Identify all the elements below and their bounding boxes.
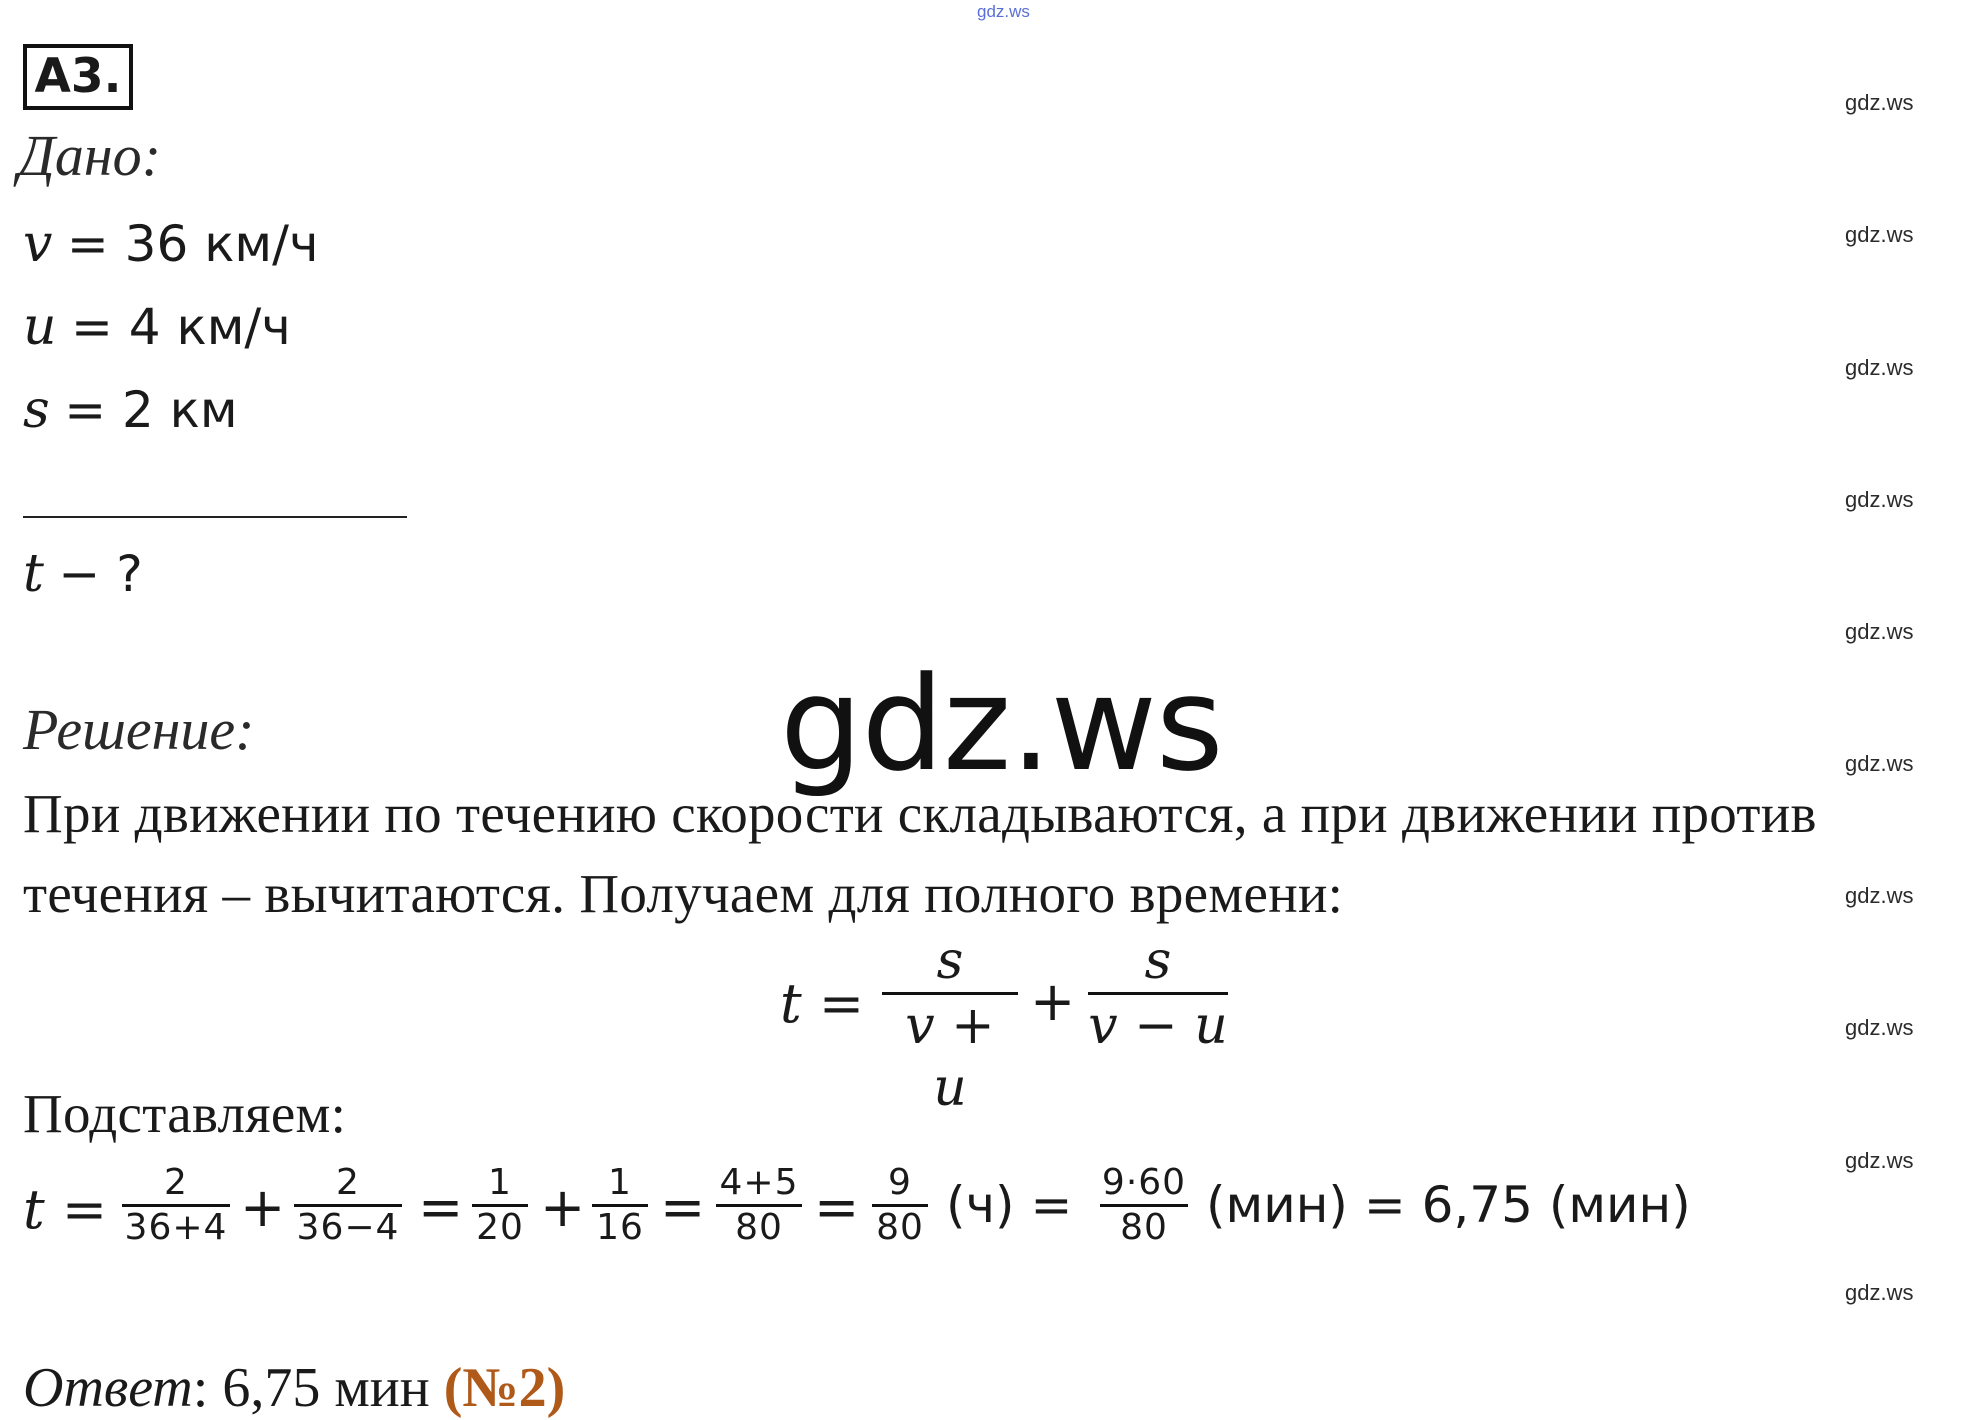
given-heading xyxy=(18,122,161,189)
side-watermark: gdz.ws xyxy=(1845,355,1914,380)
calc-fraction-2 xyxy=(294,1162,402,1249)
calc-op: = xyxy=(814,1176,860,1239)
calc-unit-hours: (ч) = xyxy=(946,1176,1073,1234)
answer-colon: : xyxy=(192,1357,209,1419)
fraction-numerator: 9 xyxy=(888,1162,912,1203)
fraction-denominator: 20 xyxy=(476,1207,524,1248)
calc-fraction-6 xyxy=(872,1162,928,1249)
answer-line xyxy=(23,1356,565,1420)
problem-number: А3. xyxy=(23,44,133,110)
calc-result: (мин) = 6,75 (мин) xyxy=(1206,1176,1691,1234)
find-line xyxy=(23,538,143,605)
calc-op: + xyxy=(540,1176,586,1239)
side-watermark: gdz.ws xyxy=(1845,1280,1914,1305)
calc-fraction-3 xyxy=(472,1162,528,1249)
fraction-denominator: 80 xyxy=(876,1207,924,1248)
solution-heading-colon: : xyxy=(235,697,255,762)
side-watermark: gdz.ws xyxy=(1845,487,1914,512)
formula-lhs: t = xyxy=(780,972,865,1035)
formula-fraction-1 xyxy=(882,930,1018,1119)
given-var: s xyxy=(23,380,50,440)
calc-fraction-7 xyxy=(1100,1162,1188,1249)
given-var: u xyxy=(23,297,57,357)
given-value: = 2 км xyxy=(64,381,238,439)
answer-value: 6,75 мин xyxy=(222,1357,430,1419)
fraction-denominator: 16 xyxy=(596,1207,644,1248)
given-value: = 36 км/ч xyxy=(66,215,319,273)
side-watermark: gdz.ws xyxy=(1845,222,1914,247)
given-var: v xyxy=(23,214,53,274)
calc-op: + xyxy=(240,1176,286,1239)
side-watermark: gdz.ws xyxy=(1845,883,1914,908)
solution-paragraph-line-2: течения – вычитаются. Получаем для полного времени: xyxy=(23,863,1344,924)
fraction-numerator: 4+5 xyxy=(719,1162,799,1203)
given-heading-text: Дано xyxy=(18,123,142,188)
side-watermark: gdz.ws xyxy=(1845,1015,1914,1040)
top-watermark: gdz.ws xyxy=(977,2,1030,21)
find-value: − ? xyxy=(58,545,143,603)
fraction-numerator: s xyxy=(1144,931,1172,991)
answer-tag: (№2) xyxy=(443,1357,566,1419)
center-watermark: gdz.ws xyxy=(780,648,1223,800)
given-line-u xyxy=(23,291,291,358)
side-watermark: gdz.ws xyxy=(1845,1148,1914,1173)
solution-heading xyxy=(23,696,254,763)
fraction-numerator: 2 xyxy=(164,1162,188,1203)
given-line-s xyxy=(23,374,238,441)
calc-op: = xyxy=(660,1176,706,1239)
fraction-numerator: s xyxy=(936,931,964,991)
side-watermark: gdz.ws xyxy=(1845,90,1914,115)
substitute-label: Подставляем: xyxy=(23,1083,347,1144)
answer-label: Ответ xyxy=(23,1357,193,1419)
calc-fraction-1 xyxy=(122,1162,230,1249)
given-line-v xyxy=(23,208,319,275)
fraction-denominator: v + u xyxy=(905,996,995,1118)
given-heading-colon: : xyxy=(141,123,162,188)
calc-fraction-4 xyxy=(592,1162,648,1249)
fraction-denominator: v − u xyxy=(1088,996,1228,1056)
fraction-denominator: 80 xyxy=(735,1207,783,1248)
fraction-numerator: 2 xyxy=(336,1162,360,1203)
find-var: t xyxy=(23,544,44,604)
fraction-numerator: 9·60 xyxy=(1101,1162,1187,1203)
fraction-denominator: 36+4 xyxy=(124,1207,228,1248)
calc-lhs: t = xyxy=(23,1178,108,1241)
formula-plus: + xyxy=(1030,970,1076,1033)
formula-fraction-2 xyxy=(1088,930,1228,1057)
given-divider xyxy=(23,516,407,518)
solution-paragraph-line-1: При движении по течению скорости складываются, а при движении против xyxy=(23,783,1817,844)
side-watermark: gdz.ws xyxy=(1845,751,1914,776)
solution-heading-text: Решение xyxy=(23,697,236,762)
fraction-numerator: 1 xyxy=(488,1162,512,1203)
given-value: = 4 км/ч xyxy=(71,298,291,356)
side-watermark: gdz.ws xyxy=(1845,619,1914,644)
calc-op: = xyxy=(418,1176,464,1239)
fraction-denominator: 36−4 xyxy=(296,1207,400,1248)
fraction-denominator: 80 xyxy=(1120,1207,1168,1248)
fraction-numerator: 1 xyxy=(608,1162,632,1203)
calc-fraction-5 xyxy=(716,1162,802,1249)
